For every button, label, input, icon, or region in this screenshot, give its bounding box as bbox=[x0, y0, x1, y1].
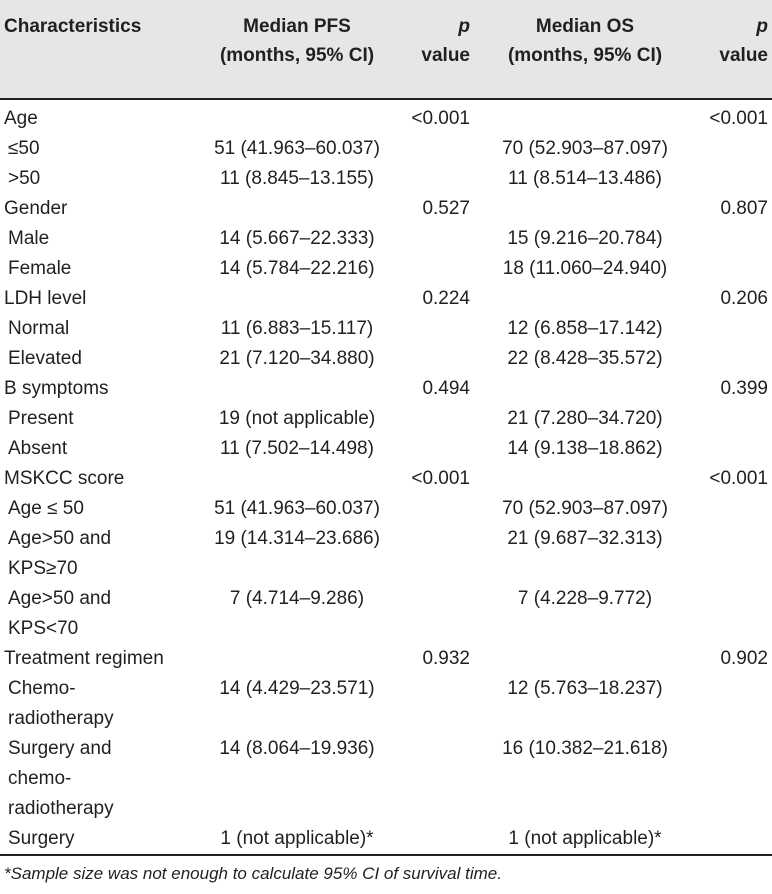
cell-p-value-os bbox=[696, 434, 772, 464]
table-row bbox=[0, 100, 772, 134]
table-row bbox=[0, 404, 772, 434]
cell-median-os: 16 (10.382–21.618) bbox=[502, 738, 668, 759]
cell-median-os: 15 (9.216–20.784) bbox=[507, 228, 663, 249]
cell-median-pfs: 14 (5.784–22.216) bbox=[219, 258, 375, 279]
row-label: Normal bbox=[8, 318, 70, 339]
cell-p-value-pfs bbox=[398, 314, 474, 344]
cell-median-os: 11 (8.514–13.486) bbox=[508, 168, 662, 189]
cell-median-os: 18 (11.060–24.940) bbox=[502, 258, 668, 279]
cell-median-os: 7 (4.228–9.772) bbox=[517, 588, 653, 609]
table-body bbox=[0, 100, 772, 856]
cell-median-pfs: 19 (not applicable) bbox=[218, 408, 376, 429]
row-label: Age>50 and KPS≥70 bbox=[8, 528, 112, 579]
cell-median-pfs: 11 (6.883–15.117) bbox=[220, 318, 374, 339]
row-label: Surgery bbox=[8, 828, 75, 849]
cell-p-value-pfs: <0.001 bbox=[411, 108, 470, 129]
table-row bbox=[0, 734, 772, 824]
table-row bbox=[0, 224, 772, 254]
cell-p-value-os bbox=[696, 524, 772, 584]
table-row bbox=[0, 314, 772, 344]
row-label: Elevated bbox=[8, 348, 82, 369]
cell-p-value-os: 0.206 bbox=[720, 288, 768, 309]
cell-median-os bbox=[474, 100, 696, 134]
cell-p-value-pfs bbox=[398, 224, 474, 254]
cell-median-os: 14 (9.138–18.862) bbox=[507, 438, 663, 459]
row-label: MSKCC score bbox=[4, 468, 125, 489]
table-row bbox=[0, 344, 772, 374]
cell-median-os: 21 (9.687–32.313) bbox=[507, 528, 663, 549]
cell-median-pfs: 14 (5.667–22.333) bbox=[219, 228, 375, 249]
cell-p-value-pfs bbox=[398, 404, 474, 434]
cell-p-value-os bbox=[696, 824, 772, 855]
cell-median-os: 1 (not applicable)* bbox=[508, 828, 662, 849]
cell-median-pfs: 11 (7.502–14.498) bbox=[220, 438, 374, 459]
row-label: Age>50 and KPS<70 bbox=[8, 588, 112, 639]
table-row bbox=[0, 464, 772, 494]
cell-p-value-pfs bbox=[398, 344, 474, 374]
cell-median-pfs bbox=[196, 644, 398, 674]
header-median-pfs: Median PFS (months, 95% CI) bbox=[196, 0, 398, 99]
cell-median-pfs: 51 (41.963–60.037) bbox=[214, 138, 380, 159]
row-label: Absent bbox=[8, 438, 68, 459]
cell-median-os: 12 (6.858–17.142) bbox=[507, 318, 663, 339]
row-label: Female bbox=[8, 258, 72, 279]
cell-median-pfs: 11 (8.845–13.155) bbox=[220, 168, 374, 189]
table-row bbox=[0, 584, 772, 644]
row-label: Male bbox=[8, 228, 50, 249]
cell-p-value-pfs bbox=[398, 734, 474, 824]
cell-median-os bbox=[474, 644, 696, 674]
cell-p-value-pfs bbox=[398, 494, 474, 524]
row-label: Chemo- radiotherapy bbox=[8, 678, 114, 729]
row-label: Age ≤ 50 bbox=[8, 498, 84, 519]
cell-p-value-pfs bbox=[398, 674, 474, 734]
cell-p-value-pfs bbox=[398, 134, 474, 164]
cell-p-value-pfs: 0.494 bbox=[422, 378, 470, 399]
cell-median-os: 70 (52.903–87.097) bbox=[502, 498, 668, 519]
row-label: Age bbox=[4, 108, 38, 129]
cell-p-value-os: 0.399 bbox=[720, 378, 768, 399]
bottom-rule bbox=[0, 855, 772, 856]
cell-median-os bbox=[474, 374, 696, 404]
cell-p-value-pfs bbox=[398, 584, 474, 644]
row-label: LDH level bbox=[4, 288, 87, 309]
cell-p-value-os bbox=[696, 134, 772, 164]
cell-p-value-pfs: 0.932 bbox=[422, 648, 470, 669]
cell-median-pfs bbox=[196, 100, 398, 134]
cell-p-value-pfs bbox=[398, 254, 474, 284]
cell-median-os: 21 (7.280–34.720) bbox=[507, 408, 663, 429]
table-row bbox=[0, 134, 772, 164]
cell-p-value-os bbox=[696, 344, 772, 374]
cell-p-value-pfs: 0.224 bbox=[422, 288, 470, 309]
cell-p-value-os: <0.001 bbox=[709, 468, 768, 489]
cell-median-pfs: 19 (14.314–23.686) bbox=[214, 528, 380, 549]
row-label: ≤50 bbox=[8, 138, 40, 159]
cell-median-os bbox=[474, 284, 696, 314]
table-row bbox=[0, 254, 772, 284]
row-label: Treatment regimen bbox=[4, 648, 164, 669]
cell-median-os: 12 (5.763–18.237) bbox=[507, 678, 663, 699]
cell-p-value-pfs bbox=[398, 524, 474, 584]
cell-p-value-os bbox=[696, 734, 772, 824]
table-row bbox=[0, 374, 772, 404]
cell-median-pfs: 51 (41.963–60.037) bbox=[214, 498, 380, 519]
cell-p-value-pfs: 0.527 bbox=[422, 198, 470, 219]
cell-median-pfs bbox=[196, 284, 398, 314]
cell-p-value-pfs bbox=[398, 434, 474, 464]
cell-median-pfs: 14 (8.064–19.936) bbox=[219, 738, 375, 759]
cell-median-os bbox=[474, 194, 696, 224]
cell-p-value-os bbox=[696, 674, 772, 734]
header-p-value-os: p value bbox=[696, 0, 772, 99]
cell-p-value-os bbox=[696, 404, 772, 434]
table-row bbox=[0, 674, 772, 734]
cell-p-value-pfs: <0.001 bbox=[411, 468, 470, 489]
cell-median-pfs: 21 (7.120–34.880) bbox=[219, 348, 375, 369]
row-label: >50 bbox=[8, 168, 41, 189]
header-p-value-pfs: p value bbox=[398, 0, 474, 99]
table-row bbox=[0, 284, 772, 314]
table-row bbox=[0, 164, 772, 194]
cell-p-value-os bbox=[696, 164, 772, 194]
cell-p-value-pfs bbox=[398, 824, 474, 855]
cell-median-pfs bbox=[196, 194, 398, 224]
cell-p-value-pfs bbox=[398, 164, 474, 194]
cell-median-os: 22 (8.428–35.572) bbox=[507, 348, 663, 369]
table-row bbox=[0, 194, 772, 224]
table-row bbox=[0, 824, 772, 855]
row-label: Present bbox=[8, 408, 74, 429]
cell-p-value-os bbox=[696, 314, 772, 344]
row-label: B symptoms bbox=[4, 378, 109, 399]
table-row bbox=[0, 434, 772, 464]
cell-p-value-os: 0.807 bbox=[720, 198, 768, 219]
header-row bbox=[0, 0, 772, 99]
row-label: Gender bbox=[4, 198, 68, 219]
cell-p-value-os bbox=[696, 254, 772, 284]
cell-median-os: 70 (52.903–87.097) bbox=[502, 138, 668, 159]
cell-median-os bbox=[474, 464, 696, 494]
cell-median-pfs: 14 (4.429–23.571) bbox=[219, 678, 375, 699]
table-row bbox=[0, 524, 772, 584]
cell-p-value-os: <0.001 bbox=[709, 108, 768, 129]
cell-median-pfs bbox=[196, 464, 398, 494]
footnote: *Sample size was not enough to calculate 95% CI of survival time. bbox=[4, 864, 502, 883]
table-row bbox=[0, 494, 772, 524]
row-label: Surgery and chemo- radiotherapy bbox=[8, 738, 114, 819]
cell-p-value-os: 0.902 bbox=[720, 648, 768, 669]
table-row bbox=[0, 644, 772, 674]
header-characteristics: Characteristics bbox=[0, 0, 196, 99]
cell-p-value-os bbox=[696, 584, 772, 644]
cell-median-pfs: 7 (4.714–9.286) bbox=[229, 588, 365, 609]
cell-median-pfs: 1 (not applicable)* bbox=[220, 828, 374, 849]
cell-p-value-os bbox=[696, 494, 772, 524]
header-median-os: Median OS (months, 95% CI) bbox=[474, 0, 696, 99]
cell-median-pfs bbox=[196, 374, 398, 404]
cell-p-value-os bbox=[696, 224, 772, 254]
